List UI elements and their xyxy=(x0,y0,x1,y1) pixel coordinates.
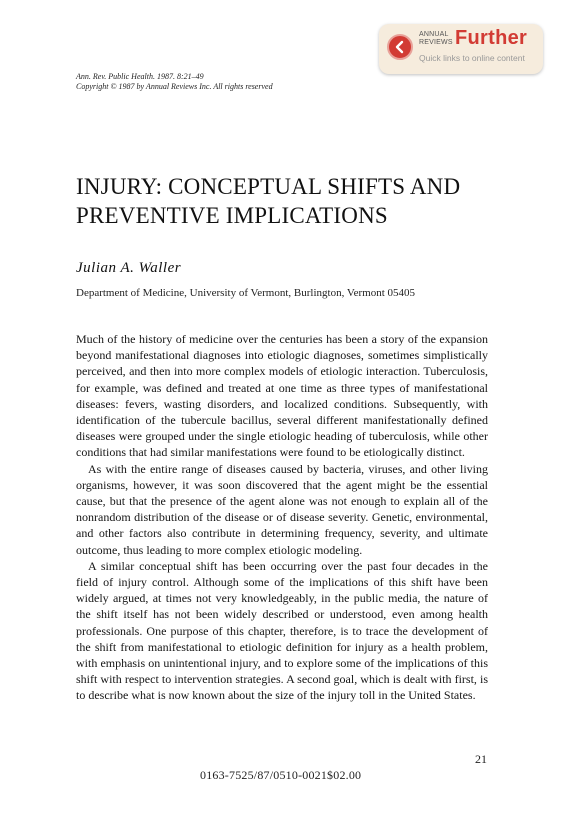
paragraph-3: A similar conceptual shift has been occurring over the past four decades in the field of injury control. Although some of the implications of this shift have been widely argued, at times not very knowledgeably, in the public media, the nature of the shift itself has not been widely described or understood, even among health professionals. One purpose of this chapter, therefore, is to trace the development of the shift from manifestational to etiologic definition for injury as a health problem, with emphasis on unintentional injury, and to explore some of the implications of this shift with respect to intervention strategies. A second goal, which is dealt with first, is to describe what is now known about the size of the injury toll in the United States. xyxy=(76,558,488,703)
journal-citation xyxy=(76,72,273,92)
page-number: 21 xyxy=(475,752,487,766)
author-affiliation: Department of Medicine, University of Vermont, Burlington, Vermont 05405 xyxy=(76,287,416,299)
further-subtitle: Quick links to online content xyxy=(419,53,525,63)
citation-line-1: Ann. Rev. Public Health. 1987. 8:21–49 xyxy=(76,72,204,81)
publication-code: 0163-7525/87/0510-0021$02.00 xyxy=(200,768,362,782)
title-line-2: PREVENTIVE IMPLICATIONS xyxy=(76,203,388,228)
article-title xyxy=(76,172,496,230)
article-body xyxy=(76,331,488,704)
annual-reviews-logo-text: ANNUAL REVIEWS xyxy=(419,31,453,46)
paragraph-2: As with the entire range of diseases caused by bacteria, viruses, and other living organisms, however, it was soon discovered that the agent might be the essential cause, but that the presence of the agent alone was not enough to explain all of the nonrandom distribution of the disease or of disease severity. Genetic, environmental, and other factors also contribute in determining frequency, severity, and ultimate outcome, thus leading to more complex etiologic modeling. xyxy=(76,461,488,557)
further-label: Further xyxy=(455,27,528,49)
play-arrow-icon xyxy=(387,34,413,60)
citation-line-2: Copyright © 1987 by Annual Reviews Inc. All rights reserved xyxy=(76,82,273,91)
title-line-1: INJURY: CONCEPTUAL SHIFTS AND xyxy=(76,174,461,199)
author-name: Julian A. Waller xyxy=(76,260,182,276)
paragraph-1: Much of the history of medicine over the centuries has been a story of the expansion beyond manifestational diagnoses into etiologic diagnoses, sometimes simplistically perceived, and then into more complex models of etiologic interaction. Tuberculosis, for example, was defined and treated at one time as three types of manifestational diseases: fevers, wasting disorders, and localized conditions. Subsequently, with identification of the tubercule bacillus, several different manifestationally defined diseases were grouped under the single etiologic heading of tuberculosis, while other conditions that had similar manifestations were found to be etiologically distinct. xyxy=(76,332,488,460)
further-badge[interactable] xyxy=(379,24,543,74)
